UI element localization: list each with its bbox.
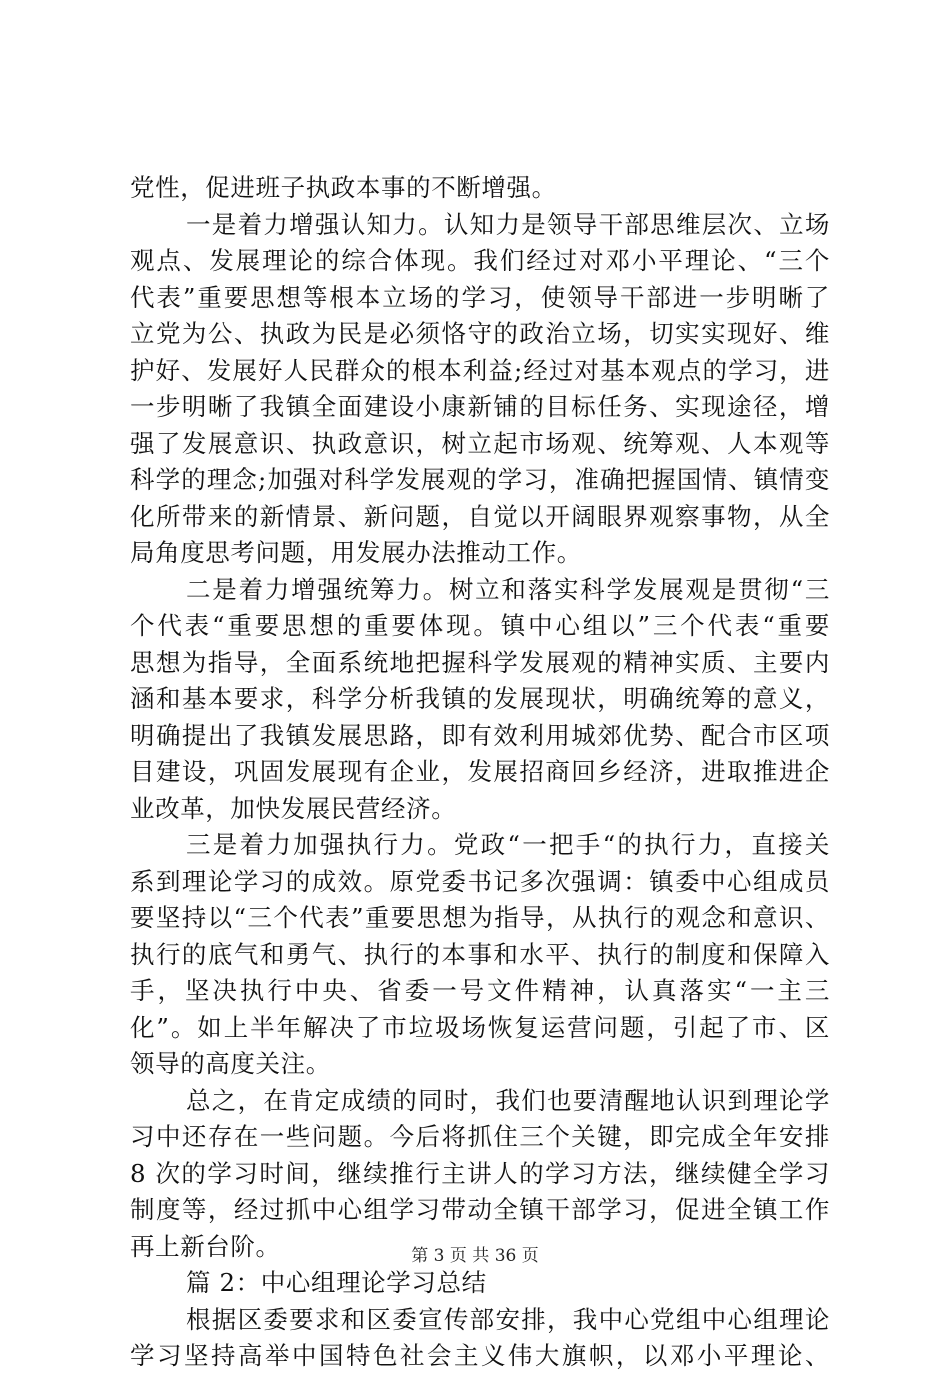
- text-line: 系到理论学习的成效。原党委书记多次强调：镇委中心组成员: [130, 866, 830, 896]
- text-line: 8 次的学习时间，继续推行主讲人的学习方法，继续健全学习: [130, 1158, 830, 1188]
- text-line: 明确提出了我镇发展思路，即有效利用城郊优势、配合市区项: [130, 720, 830, 750]
- document-body: [130, 170, 830, 1375]
- text-line: 思想为指导，全面系统地把握科学发展观的精神实质、主要内: [130, 647, 830, 677]
- text-line: 护好、发展好人民群众的根本利益;经过对基本观点的学习，进: [130, 355, 830, 385]
- text-line: 涵和基本要求，科学分析我镇的发展现状，明确统筹的意义，: [130, 684, 830, 713]
- text-line: 目建设，巩固发展现有企业，发展招商回乡经济，进取推进企: [130, 757, 830, 786]
- text-line: 业改革，加快发展民营经济。: [130, 793, 457, 823]
- text-line: 三是着力加强执行力。党政“一把手“的执行力，直接关: [186, 830, 830, 859]
- text-line: 个代表“重要思想的重要体现。镇中心组以”三个代表“重要: [130, 611, 830, 640]
- text-line: 学习坚持高举中国特色社会主义伟大旗帜，以邓小平理论、: [130, 1341, 830, 1370]
- text-line: 化”。如上半年解决了市垃圾场恢复运营问题，引起了市、区: [130, 1012, 830, 1042]
- text-line: 二是着力增强统筹力。树立和落实科学发展观是贯彻“三: [186, 574, 830, 604]
- text-line: 党性，促进班子执政本事的不断增强。: [130, 173, 557, 202]
- text-line: 科学的理念;加强对科学发展观的学习，准确把握国情、镇情变: [130, 465, 830, 494]
- text-line: 代表”重要思想等根本立场的学习，使领导干部进一步明晰了: [130, 282, 830, 312]
- text-line: 局角度思考问题，用发展办法推动工作。: [130, 538, 582, 567]
- text-line: 手，坚决执行中央、省委一号文件精神，认真落实“一主三: [130, 976, 830, 1005]
- text-line: 观点、发展理论的综合体现。我们经过对邓小平理论、“三个: [130, 246, 830, 275]
- text-line: 化所带来的新情景、新问题，自觉以开阔眼界观察事物，从全: [130, 501, 830, 531]
- text-line: 一是着力增强认知力。认知力是领导干部思维层次、立场: [186, 209, 830, 239]
- text-line: 一步明晰了我镇全面建设小康新铺的目标任务、实现途径，增: [130, 392, 830, 421]
- text-line: 制度等，经过抓中心组学习带动全镇干部学习，促进全镇工作: [130, 1195, 830, 1224]
- text-line: 领导的高度关注。: [130, 1049, 331, 1078]
- page-footer: 第 3 页 共 36 页: [411, 1246, 539, 1266]
- text-line: 习中还存在一些问题。今后将抓住三个关键，即完成全年安排: [130, 1122, 830, 1151]
- text-line: 再上新台阶。: [130, 1231, 281, 1261]
- text-line: 要坚持以“三个代表”重要思想为指导，从执行的观念和意识、: [130, 903, 830, 932]
- text-line: 执行的底气和勇气、执行的本事和水平、执行的制度和保障入: [130, 939, 830, 969]
- text-line: 立党为公、执政为民是必须恪守的政治立场，切实实现好、维: [130, 319, 830, 348]
- text-line: 总之，在肯定成绩的同时，我们也要清醒地认识到理论学: [186, 1085, 830, 1115]
- text-line: 强了发展意识、执政意识，树立起市场观、统筹观、人本观等: [130, 428, 830, 458]
- text-line: 篇 2：中心组理论学习总结: [186, 1268, 487, 1297]
- text-line: 根据区委要求和区委宣传部安排，我中心党组中心组理论: [186, 1304, 830, 1334]
